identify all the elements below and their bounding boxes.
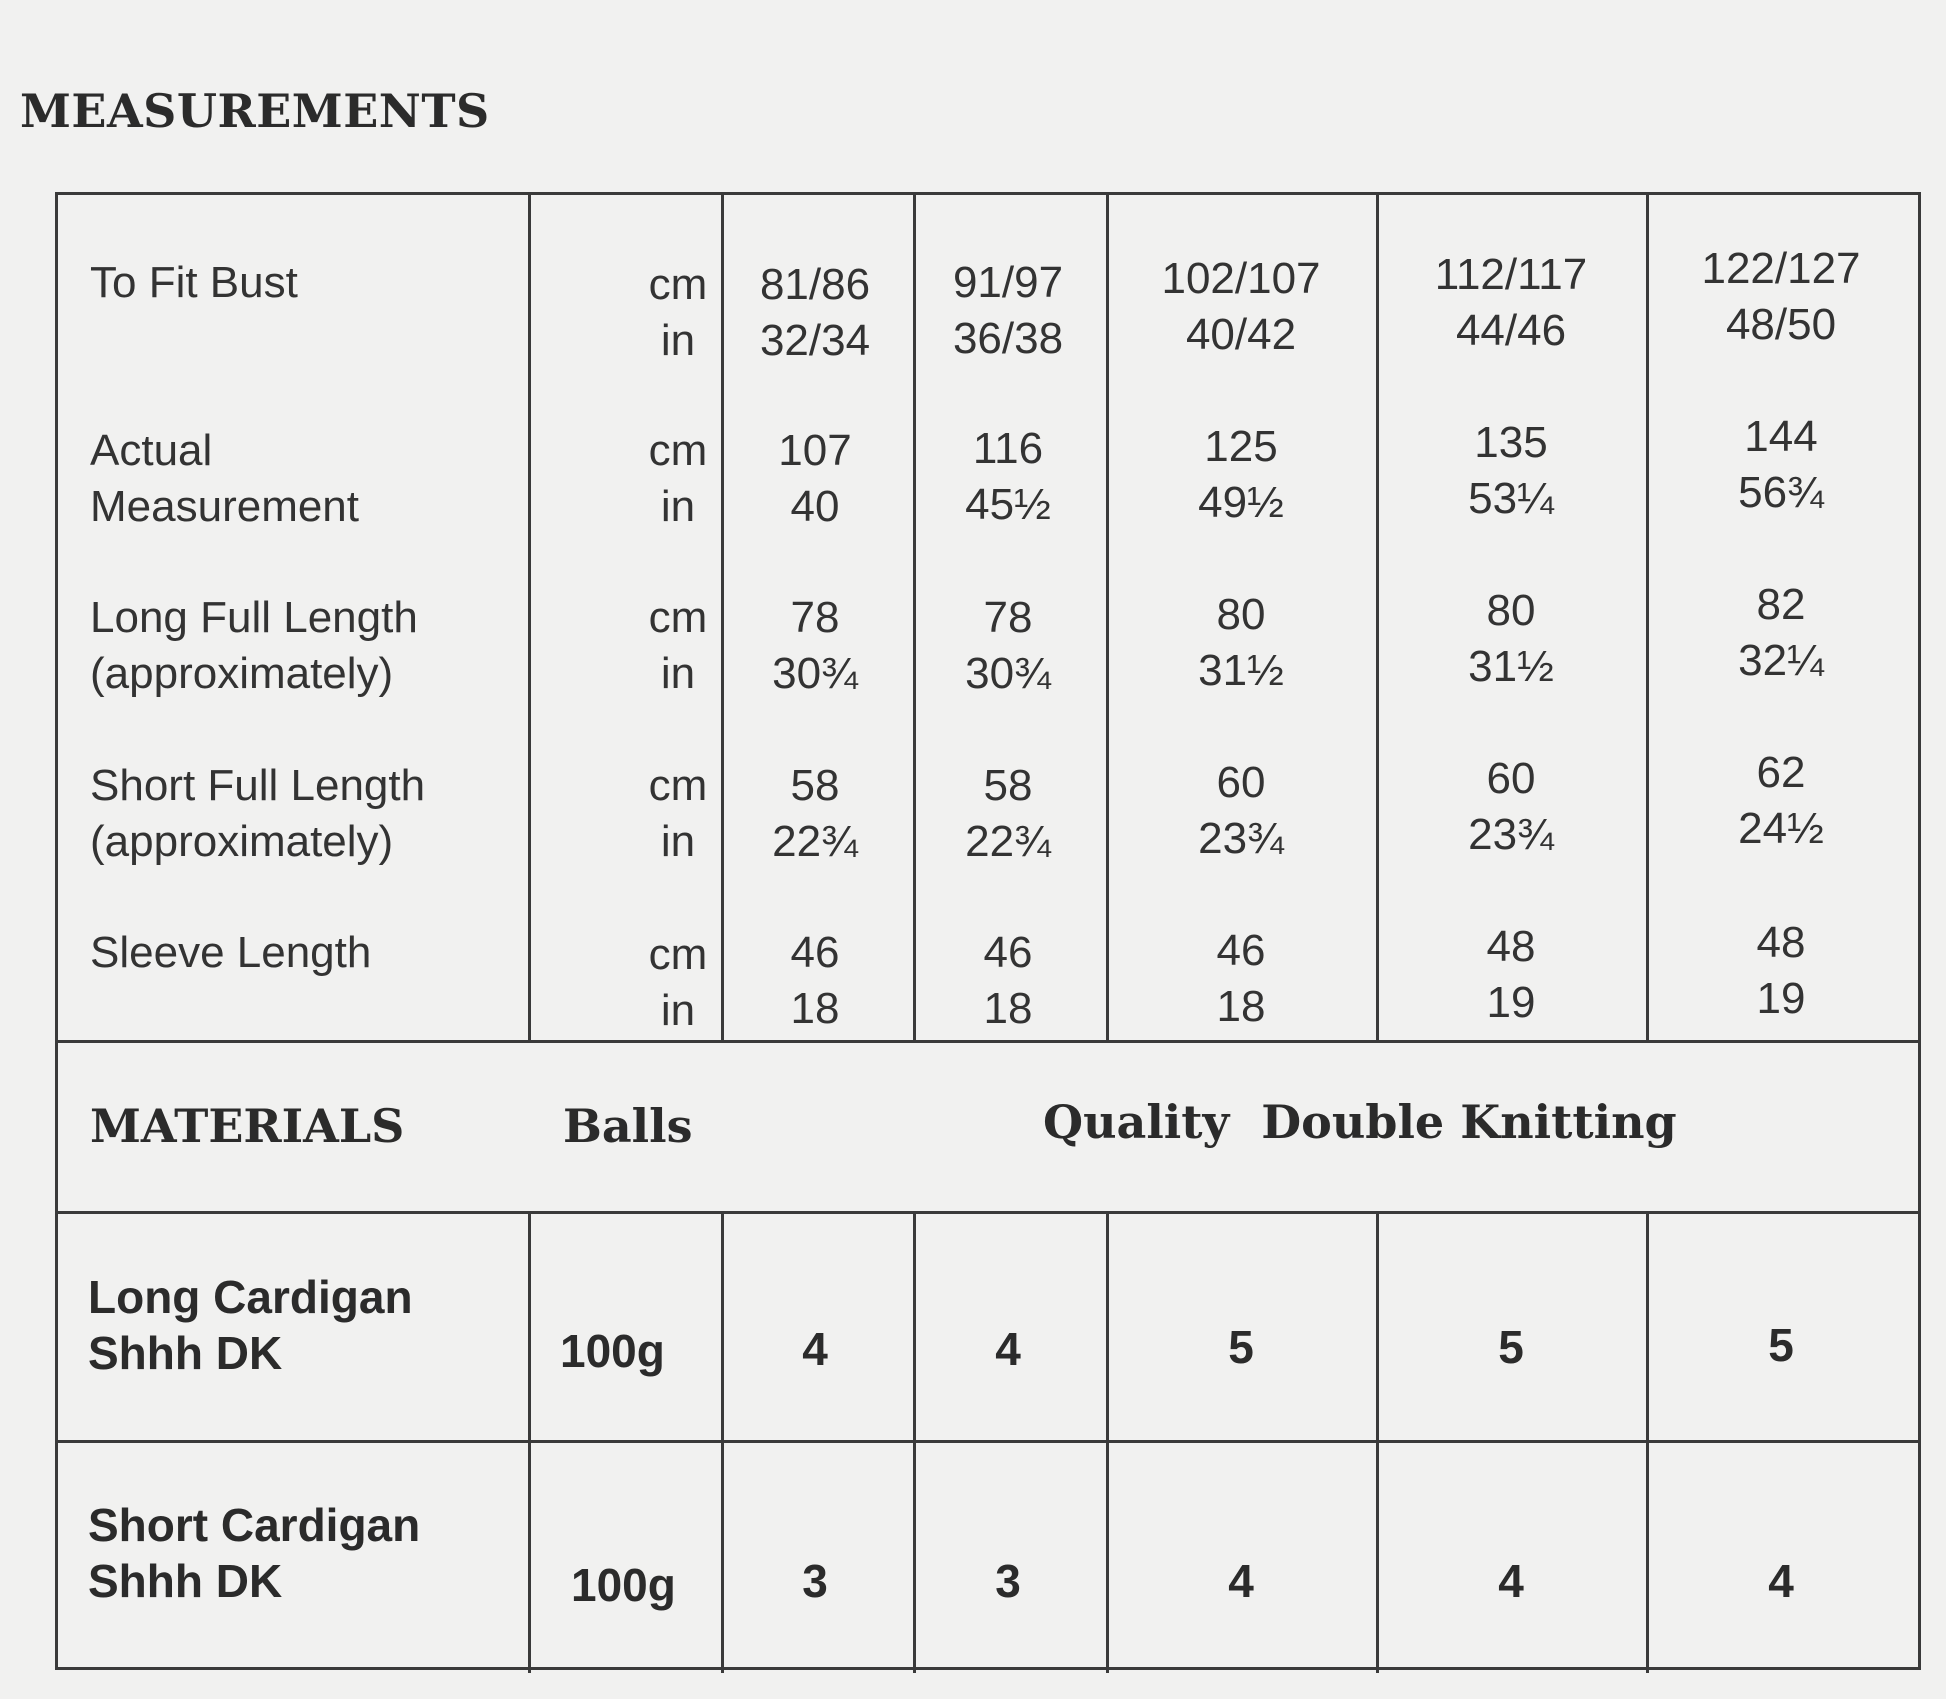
value-in: 23¾ [1468,810,1554,859]
quality-header: Quality Double Knitting [1043,1095,1677,1149]
row-label: Sleeve Length [90,928,372,977]
value-in: 19 [1486,978,1536,1027]
ball-count: 5 [1768,1319,1794,1371]
ball-count: 4 [802,1323,828,1375]
row-label: (approximately) [90,649,394,698]
value-cm: 80 [1486,586,1536,635]
ball-count: 3 [995,1555,1021,1607]
col-divider [1376,195,1379,1040]
value-in: 30¾ [772,649,858,698]
ball-count: 4 [995,1323,1021,1375]
material-name: Shhh DK [88,1555,283,1607]
ball-count: 4 [1768,1555,1794,1607]
value-in: 31½ [1468,642,1554,691]
col-divider [1106,195,1109,1040]
unit-in: in [660,986,696,1035]
unit-cm: cm [648,593,708,642]
row-label: Short Full Length [90,761,426,810]
ball-count: 4 [1498,1555,1524,1607]
value-in: 24½ [1738,804,1824,853]
col-divider [1376,1211,1379,1673]
value-in: 32¼ [1738,636,1824,685]
value-in: 18 [1216,982,1266,1031]
materials-title: MATERIALS [90,1099,405,1153]
ball-count: 3 [802,1555,828,1607]
col-divider [1646,195,1649,1040]
value-cm: 58 [983,761,1033,810]
size-cm: 102/107 [1161,254,1321,303]
size-cm: 112/117 [1434,250,1588,299]
material-name: Shhh DK [88,1327,283,1379]
unit-cm: cm [648,930,708,979]
page-title: MEASUREMENTS [20,84,490,138]
unit-cm: cm [648,426,708,475]
ball-count: 5 [1498,1321,1524,1373]
row-label: (approximately) [90,817,394,866]
unit-cm: cm [648,761,708,810]
value-cm: 135 [1474,418,1548,467]
unit-in: in [660,649,696,698]
value-in: 56¾ [1738,468,1824,517]
material-weight: 100g [571,1559,676,1611]
row-label: Measurement [90,482,360,531]
size-in: 40/42 [1185,310,1297,359]
value-in: 18 [790,984,840,1033]
col-divider [528,195,531,1040]
value-cm: 125 [1204,422,1278,471]
value-in: 19 [1756,974,1806,1023]
value-in: 53¼ [1468,474,1554,523]
row-label: To Fit Bust [90,258,298,307]
value-cm: 78 [790,593,840,642]
value-in: 18 [983,984,1033,1033]
ball-count: 4 [1228,1555,1254,1607]
size-cm: 81/86 [759,260,871,309]
row-divider [58,1440,1918,1443]
value-in: 49½ [1198,478,1284,527]
balls-header: Balls [563,1099,693,1153]
value-cm: 46 [1216,926,1266,975]
value-in: 31½ [1198,646,1284,695]
value-in: 22¾ [772,817,858,866]
col-divider [528,1211,531,1673]
value-cm: 62 [1756,748,1806,797]
size-in: 48/50 [1725,300,1837,349]
value-cm: 78 [983,593,1033,642]
value-in: 30¾ [965,649,1051,698]
value-cm: 107 [778,426,852,475]
value-cm: 60 [1216,758,1266,807]
material-name: Long Cardigan [88,1271,413,1323]
measurements-table [55,192,1921,1670]
value-cm: 46 [790,928,840,977]
size-in: 32/34 [759,316,871,365]
unit-in: in [660,316,696,365]
value-cm: 116 [972,424,1044,473]
value-in: 22¾ [965,817,1051,866]
col-divider [1106,1211,1109,1673]
value-cm: 58 [790,761,840,810]
material-weight: 100g [560,1325,665,1377]
value-cm: 46 [983,928,1033,977]
value-cm: 48 [1486,922,1536,971]
value-cm: 48 [1756,918,1806,967]
value-in: 45½ [965,480,1051,529]
size-in: 44/46 [1455,306,1567,355]
col-divider [1646,1211,1649,1673]
unit-in: in [660,482,696,531]
value-cm: 80 [1216,590,1266,639]
value-in: 23¾ [1198,814,1284,863]
unit-cm: cm [648,260,708,309]
row-label: Long Full Length [90,593,418,642]
row-divider [58,1211,1918,1214]
size-in: 36/38 [952,314,1064,363]
row-divider [58,1040,1918,1043]
size-cm: 91/97 [952,258,1064,307]
value-cm: 144 [1744,412,1818,461]
material-name: Short Cardigan [88,1499,421,1551]
size-cm: 122/127 [1701,244,1861,293]
value-in: 40 [790,482,840,531]
row-label: Actual [90,426,213,475]
value-cm: 82 [1756,580,1806,629]
value-cm: 60 [1486,754,1536,803]
ball-count: 5 [1228,1321,1254,1373]
unit-in: in [660,817,696,866]
